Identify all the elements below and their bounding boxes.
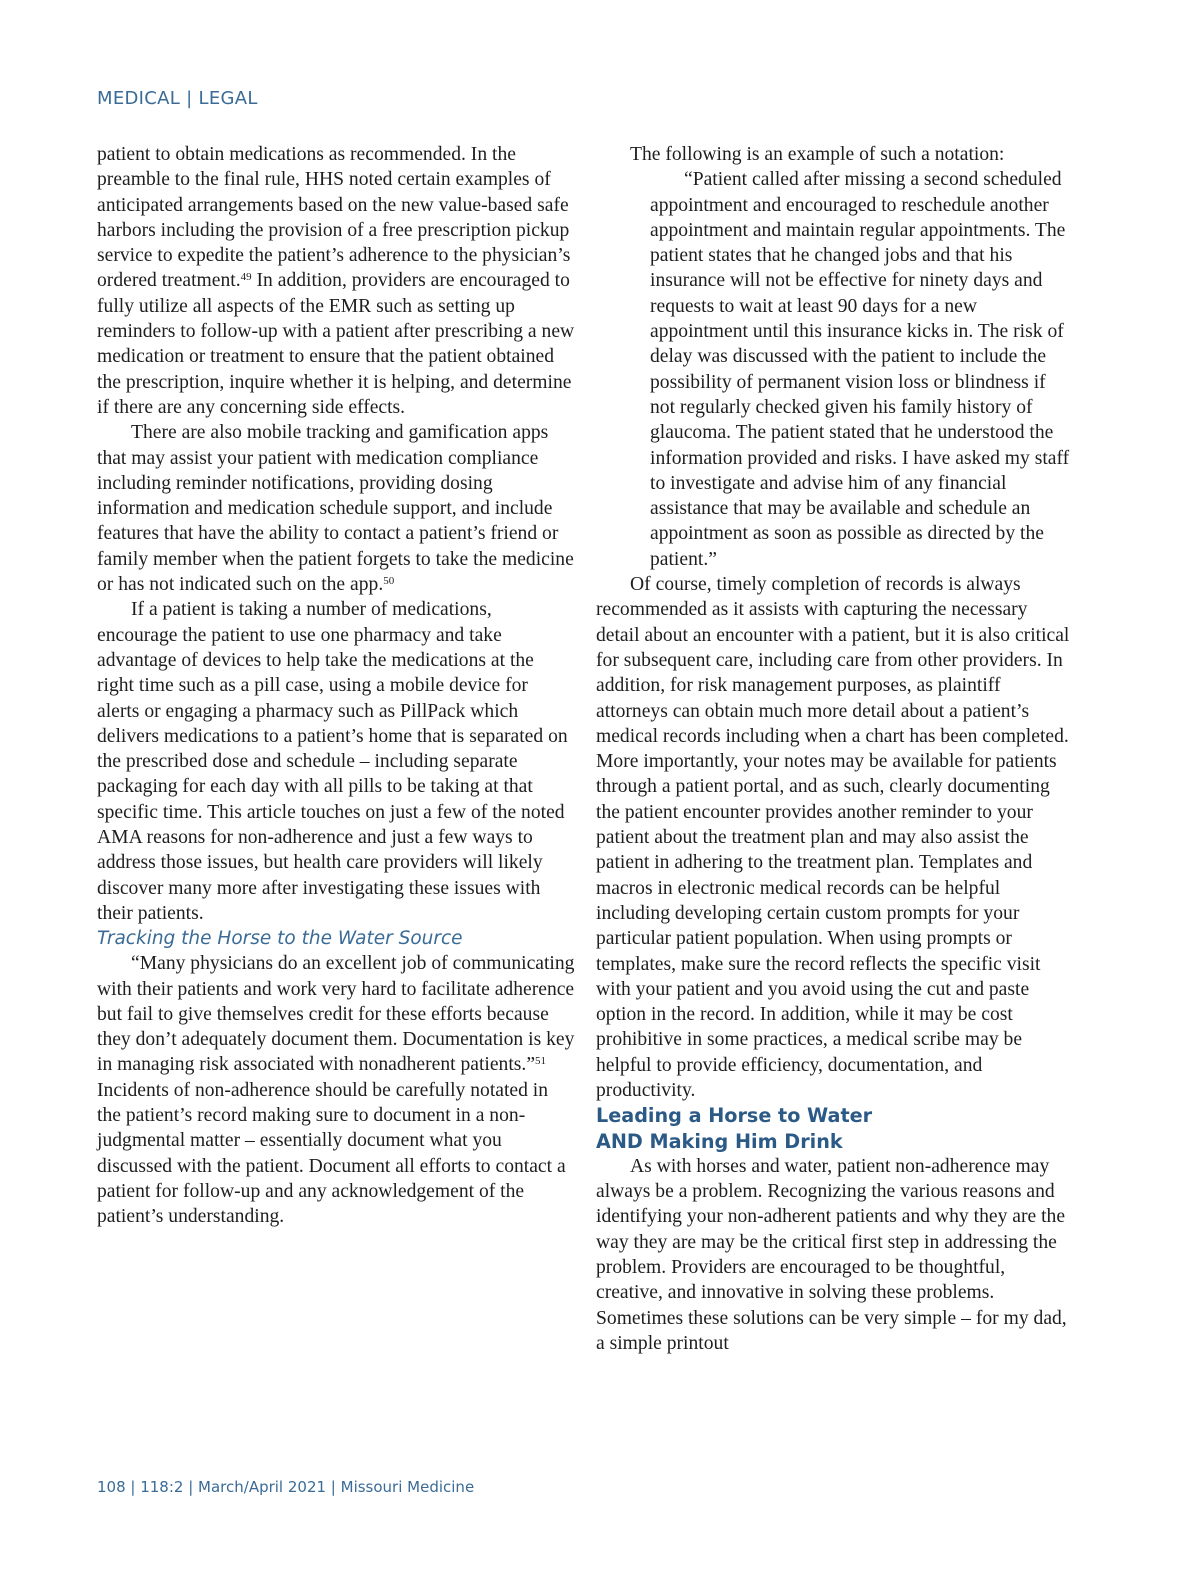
paragraph-text: In addition, providers are encouraged to fully utilize all aspects of the EMR such as setting up reminders to follow-up with a patient after prescribing a new medication or treatment to ensure that the patient obtained the prescription, inquire whether it is helping, and determine if there are any concerning side effects. <box>97 270 575 418</box>
paragraph-text: patient to obtain medications as recommended. In the preamble to the final rule, HHS noted certain examples of anticipated arrangements based on the new value-based safe harbors including the provision of a free prescription pickup service to expedite the patient’s adherence to the physician’s ordered treatment. <box>97 144 571 292</box>
subheading-line: Leading a Horse to Water <box>596 1104 873 1128</box>
block-quote: “Patient called after missing a second scheduled appointment and encouraged to reschedule another appointment and maintain regular appointments. The patient states that he changed jobs and that his insurance will not be effective for ninety days and requests to wait at least 90 days for a new appointment until this insurance kicks in. The risk of delay was discussed with the patient to include the possibility of permanent vision loss or blindness if not regularly checked given his family history of glaucoma. The patient stated that he understood the information provided and risks. I have asked my staff to investigate and advise him of any financial assistance that may be available and schedule an appointment as soon as possible as directed by the patient.” <box>650 169 1070 570</box>
paragraph-text: Incidents of non-adherence should be carefully notated in the patient’s record making sure to document in a non-judgmental matter – essentially document what you discussed with the patient. Document all efforts to contact a patient for follow-up and any acknowledgement of the patient’s understanding. <box>97 1079 566 1228</box>
paragraph <box>97 951 575 1229</box>
paragraph: Of course, timely completion of records is always recommended as it assists with capturing the necessary detail about an encounter with a patient, but it is also critical for subsequent care, including care from other providers. In addition, for risk management purposes, as plaintiff attorneys can obtain much more detail about a patient’s medical records including when a chart has been completed. More importantly, your notes may be available for patients through a patient portal, and as such, clearly documenting the patient encounter provides another reminder to your patient about the treatment plan and may also assist the patient in adhering to the treatment plan. Templates and macros in electronic medical records can be helpful including developing certain custom prompts for your particular patient population. When using prompts or templates, make sure the record reflects the specific visit with your patient and you avoid using the cut and paste option in the record. In addition, while it may be cost prohibitive in some practices, a medical scribe may be helpful to provide efficiency, documentation, and productivity. <box>596 574 1070 1101</box>
paragraph: As with horses and water, patient non-adherence may always be a problem. Recognizing the various reasons and identifying your non-adherent patients and why they are the way they are may be the critical first step in addressing the problem. Providers are encouraged to be thoughtful, creative, and innovative in solving these problems. Sometimes these solutions can be very simple – for my dad, a simple printout <box>596 1155 1067 1354</box>
paragraph-text: “Many physicians do an excellent job of communicating with their patients and work very hard to facilitate adherence but fail to give themselves credit for these efforts because they don’t adequately document them. Documentation is key in managing risk associated with nonadherent patients.” <box>97 953 575 1076</box>
paragraph <box>97 420 575 597</box>
section-header: MEDICAL | LEGAL <box>97 88 258 109</box>
subheading: Tracking the Horse to the Water Source <box>97 928 463 950</box>
paragraph: If a patient is taking a number of medications, encourage the patient to use one pharmacy and take advantage of devices to help take the medications at the right time such as a pill case, using a mobile device for alerts or engaging a pharmacy such as PillPack which delivers medications to a patient’s home that is separated on the prescribed dose and schedule – including separate packaging for each day with all pills to be taking at that specific time. This article touches on just a few of the noted AMA reasons for non-adherence and just a few ways to address those issues, but health care providers will likely discover many more after investigating these issues with their patients. <box>97 599 568 924</box>
footnote-ref: 51 <box>535 1055 547 1068</box>
subheading-line: AND Making Him Drink <box>596 1129 843 1153</box>
footnote-ref: 50 <box>383 575 395 588</box>
paragraph <box>97 142 575 420</box>
subheading <box>596 1103 1074 1154</box>
paragraph-text: There are also mobile tracking and gamification apps that may assist your patient with medication compliance including reminder notifications, providing dosing information and medication schedule support, and include features that have the ability to contact a patient’s friend or family member when the patient forgets to take the medicine or has not indicated such on the app. <box>97 422 574 596</box>
right-column <box>596 142 1074 1356</box>
paragraph: The following is an example of such a notation: <box>630 144 1005 165</box>
left-column <box>97 142 575 1229</box>
footnote-ref: 49 <box>240 271 252 284</box>
page-footer: 108 | 118:2 | March/April 2021 | Missouri Medicine <box>97 1478 475 1496</box>
